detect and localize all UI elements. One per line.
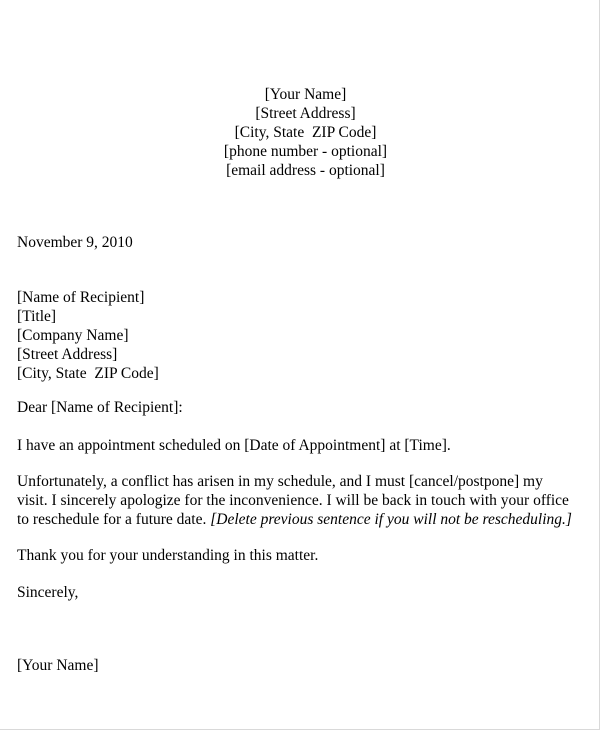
body-paragraph-2-line-3-text: to reschedule for a future date.: [17, 511, 211, 528]
body-paragraph-1: I have an appointment scheduled on [Date of Appointment] at [Time].: [17, 437, 451, 454]
recipient-company: [Company Name]: [17, 327, 129, 344]
sender-name: [Your Name]: [264, 86, 347, 103]
recipient-address-block: [17, 288, 591, 383]
rescheduling-note: [Delete previous sentence if you will not be rescheduling.]: [210, 511, 572, 528]
recipient-city-state-zip: [City, State ZIP Code]: [17, 365, 159, 382]
signature-name: [Your Name]: [17, 657, 99, 674]
body-paragraph-2-line-3: [17, 510, 591, 529]
sender-phone: [phone number - optional]: [223, 143, 388, 160]
recipient-title: [Title]: [17, 308, 57, 325]
letter-date: November 9, 2010: [17, 234, 133, 251]
body-paragraph-2-line-2: visit. I sincerely apologize for the inconvenience. I will be back in touch with your office: [17, 492, 569, 509]
body-paragraph-3: Thank you for your understanding in this matter.: [17, 547, 319, 564]
sender-city-state-zip: [City, State ZIP Code]: [234, 124, 377, 141]
salutation: Dear [Name of Recipient]:: [17, 399, 183, 416]
recipient-name: [Name of Recipient]: [17, 289, 145, 306]
sender-email: [email address - optional]: [226, 162, 385, 179]
body-paragraph-2: [17, 472, 591, 529]
body-paragraph-2-line-1: Unfortunately, a conflict has arisen in my schedule, and I must [cancel/postpone] my: [17, 473, 543, 490]
closing: Sincerely,: [17, 584, 79, 601]
sender-street: [Street Address]: [255, 105, 356, 122]
recipient-street: [Street Address]: [17, 346, 118, 363]
sender-address-block: [0, 85, 600, 180]
